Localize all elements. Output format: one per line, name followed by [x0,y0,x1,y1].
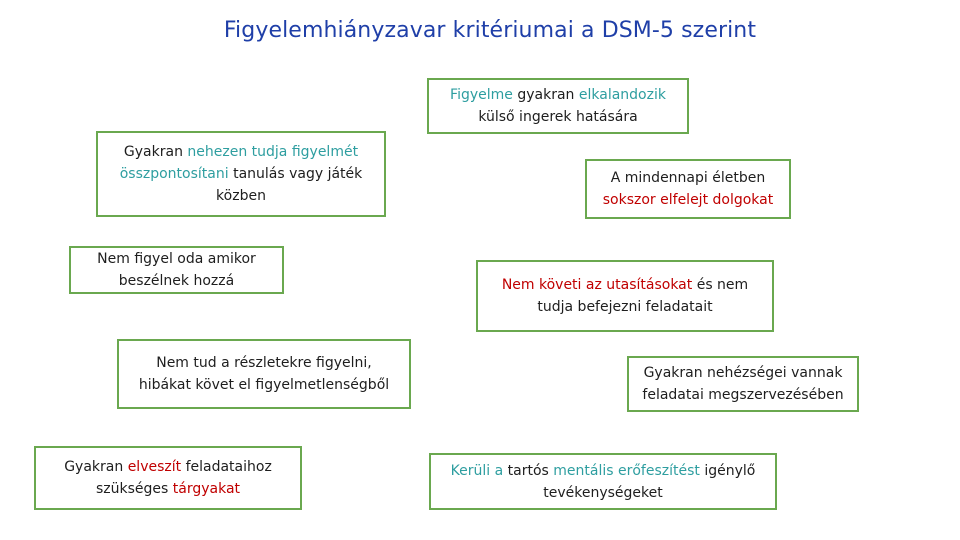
box-avoids-effort-segment: tartós [503,462,554,479]
box-avoids-effort-text [451,460,756,504]
box-sustain-attention-segment: tanulás vagy játék közben [216,166,363,204]
box-organizing-segment: Gyakran nehézségei vannak feladatai megszervezésében [642,365,844,403]
box-instructions-segment: Nem követi az utasításokat [501,277,693,293]
box-instructions-segment: és nem tudja befejezni feladatait [537,277,749,315]
box-loses-things-text [64,456,272,500]
box-loses-things-segment: Gyakran [64,459,128,475]
box-loses-things-segment: elveszít [127,459,182,475]
box-not-listening-segment: Nem figyel oda amikor beszélnek hozzá [97,251,256,289]
box-organizing-text [642,362,843,406]
box-details-segment: Nem tud a részletekre figyelni, hibákat követ el figyelmetlenségből [138,355,390,393]
box-avoids-effort [429,453,777,510]
box-loses-things [34,446,302,510]
box-not-listening [69,246,284,294]
box-distracted-segment: gyakran [517,87,579,103]
box-forgetful-segment: A mindennapi életben [610,170,766,186]
box-forgetful-text [603,167,773,211]
box-sustain-attention-segment: Gyakran [123,144,188,160]
box-organizing [627,356,859,412]
box-forgetful [585,159,791,219]
box-avoids-effort-segment: mentális erőfeszítést [553,462,700,479]
box-instructions [476,260,774,332]
page-title: Figyelemhiányzavar kritériumai a DSM-5 szerint [223,18,757,43]
box-avoids-effort-segment: Kerüli a [450,462,504,479]
box-sustain-attention [96,131,386,217]
box-not-listening-text [97,248,256,292]
box-avoids-effort-segment: igénylő tevékenységeket [543,462,756,501]
box-sustain-attention-text [120,141,363,207]
box-instructions-text [502,274,748,318]
box-loses-things-segment: feladataihoz szükséges [95,459,272,497]
box-distracted-text [450,84,666,128]
box-details [117,339,411,409]
box-distracted-segment: elkalandozik [578,87,666,103]
box-details-text [139,352,389,396]
box-loses-things-segment: tárgyakat [172,481,241,497]
box-distracted-segment: külső ingerek hatására [478,109,638,125]
box-sustain-attention-segment: nehezen tudja figyelmét összpontosítani [119,144,359,182]
box-forgetful-segment: sokszor elfelejt dolgokat [602,192,774,208]
box-distracted [427,78,689,134]
box-distracted-segment: Figyelme [450,87,518,103]
